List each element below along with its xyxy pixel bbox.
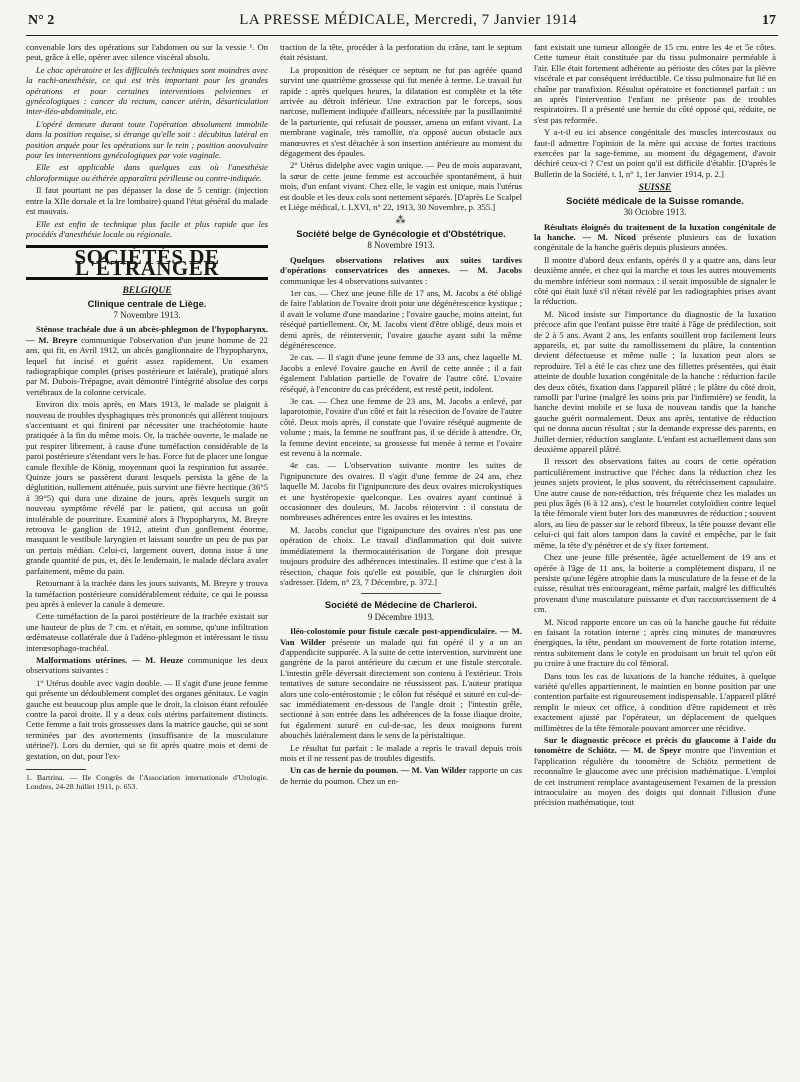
paragraph: 1° Utérus double avec vagin double. — Il s'agit d'une jeune femme qui présente un dédoublement complet des organes génitaux. Le vagin gauche est beaucoup plus ample que le droit, la cloison étant refoulée contre la paroi droite. Il y a deux cols utérins parfaitement distincts. Cette femme a fait trois grossesses dans la matrice gauche, qui se sont terminées par des avortements (insuffisance de la musculature utérine?). Lors du dernier, qui se fit après quatre mois et demi de gestation, on dut, pour l'ex-: [26, 677, 268, 761]
page-header: [26, 10, 778, 36]
article: [280, 255, 522, 286]
article: [280, 626, 522, 740]
paragraph: L'opéré demeure durant toute l'opération absolument immobile dans la position requise, si étrange qu'elle soit : décubitus latéral en position arquée pour les opérations sur le rein ; position anovulvaire pour les interventions gynécologiques par voie vaginale.: [26, 118, 268, 161]
footnote: 1. Bartrina. — IIe Congrès de l'Association internationale d'Urologie. Londres, 24-28 Juillet 1911, p. 653.: [26, 773, 268, 792]
article-title: Résultats éloignés du traitement de la luxation congénitale de la hanche. — M. Nicod: [534, 221, 776, 242]
session-date: 8 Novembre 1913.: [367, 240, 435, 251]
paragraph: 4e cas. — L'observation suivante montre les suites de l'ignipuncture des ovaires. Il s'agit d'une femme de 24 ans, chez laquelle M. Jacobs fit l'ignipuncture des deux ovaires microkystiques et une hystéropexie quelconque. Les ovaires ayant continué à occasionner des douleurs, M. Jacobs réintervint : il constata de nombreuses adhérences entre les ovaires et les intestins.: [280, 460, 522, 523]
paragraph: Y a-t-il eu ici absence congénitale des muscles intercostaux ou faut-il admettre l'opinion de la mère qui accuse de fortes tractions exercées par la sage-femme, au moment du dégagement, d'avoir déchiré ceux-ci ? C'est un point qu'il est difficile d'établir. [D'après le Bulletin de la Société, t. I, n° 1, 1er Janvier 1914, p. 2.]: [534, 127, 776, 179]
paragraph: M. Jacobs conclut que l'ignipuncture des ovaires n'est pas une opération de choix. Le travail d'inflammation qui doit suivre immédiatement la thermocautérisation de l'organe doit presque toujours produire des adhérences intestinales. Il estime que c'est à la résection, chaque fois qu'elle est possible, que le chirurgien doit s'adresser. [Idem, n° 23, 7 Décembre, p. 372.]: [280, 524, 522, 587]
paragraph: convenable lors des opérations sur l'abdomen ou sur la vessie ¹. On peut, grâce à elle, opérer avec silence viscéral absolu.: [26, 42, 268, 63]
article-title: Iléo-colostomie pour fistule cæcale post-appendiculaire. — M. Van Wilder: [280, 626, 522, 647]
paragraph: fant existait une tumeur allongée de 15 cm. entre les 4e et 5e côtes. Cette tumeur était constituée par du tissu pulmonaire perméable à l'air. Elle était fortement adhérente au périoste des côtes par la plèvre viscérale et par conséquent irréductible. Ce tissu pulmonaire fut lié en chaîne par transfixion. Résultat opératoire et fonctionnel parfait : un an après l'intervention l'enfant ne présente pas de troubles respiratoires. Il a présenté une hernie du côté opposé qui, réduite, ne s'est pas reformée.: [534, 42, 776, 125]
paragraph: Dans tous les cas de luxations de la hanche réduites, à quelque variété qu'elles appartiennent, le maintien en bonne position par une contention parfaite est rigoureusement indispensable. L'appareil plâtré remplit le mieux cet office, à condition d'être rapidement et très exactement ajusté par l'opérateur, un déplacement de quelques millimètres de la tête fémorale pouvant amorcer une récidive.: [534, 670, 776, 733]
page-number: 17: [762, 13, 776, 28]
paragraph: La proposition de réséquer ce septum ne fut pas agréée quand survint une quatrième grossesse qui fut menée à terme. Le travail fut rapide : après quelques heures, la dilatation est complète et la tête arrivée au détroit inférieur. Une extraction par le forceps, sous narcose, nullement indiquée d'ailleurs, nécessitée par la pusillanimité de la parturiente, qui refusait de pousser, amena un enfant vivant. La membrane vaginale, très ramollie, n'a opposé aucun obstacle aux manœuvres et s'est détachée à son insertion antérieure au moment du dégagement des épaules.: [280, 64, 522, 159]
society-heading: Société médicale de la Suisse romande.: [566, 194, 744, 206]
column-3: [534, 42, 776, 810]
section-banner: SOCIÉTÉS DE L'ÉTRANGER: [26, 245, 268, 280]
paragraph: Retournant à la trachée dans les jours suivants, M. Breyre y trouva la tuméfaction postérieure considérablement réduite, ce qui le poussa peu après à enlever la canule à demeure.: [26, 578, 268, 609]
society-heading: Société de Médecine de Charleroi.: [324, 599, 478, 611]
session-date: 7 Novembre 1913.: [113, 309, 181, 320]
paragraph: Environ dix mois après, en Mars 1913, le malade se plaignit à nouveau de troubles dysphagiques très prononcés qui allèrent toujours s'accentuant et qui finirent par nécessiter une trachéotomie haute pratiquée à la fin du même mois. Or, la trachée ouverte, le malade ne put respirer librement, à cause d'une tuméfaction considérable de la paroi postérieure s'étendant vers le bas. Force fut de placer une longue canule flexible de König, moyennant quoi la respiration fut assurée. Quinze jours se passèrent durant lesquels persista la gêne de la déglutition, nullement atténuée, puis survint une fièvre hectique (36°5 à 39°5) qui dura une dizaine de jours, après lesquels surgit un nouveau symptôme révélé par le patient, qui accusa un goût intolérable de pourriture. Examiné alors à l'hypopharynx, M. Breyre retrouva le ganglion de 1912, atteint d'un gonflement énorme, masquant le vestibule laryngien et laissant sourdre un peu de pus par un pertuis médian. Celui-ci, largement ouvert, donna issue à une grande quantité de pus, et, dès le lendemain, le malade déclara avaler parfaitement, même du pain.: [26, 399, 268, 576]
paragraph: M. Nicod insiste sur l'importance du diagnostic de la luxation précoce afin que l'enfant puisse être traité à l'âge de prédilection, soit de 2 à 5 ans. Avant 2 ans, les enfants souillent trop facilement leurs appareils, et, par suite du ramollissement du plâtre, la contention devient défectueuse et même nulle ; la luxation peut alors se reproduire. Tel a été le cas chez une des fillettes présentées, qui était atteinte de double luxation congénitale de la hanche : réduction facile des deux côtés, fixation dans l'appareil plâtré ; le plâtre du côté droit, ramolli par l'urine (malgré les soins pris par l'infirmière) se fendit, la hanche devint mobile et se luxa de nouveau tandis que la hanche gauche guérit normalement. Deux ans après, tentative de réduction qui ne donna aucun résultat ; sur la demande expresse des parents, en Juillet dernier, réduction sanglante. L'enfant est actuellement dans son deuxième appareil plâtré.: [534, 308, 776, 455]
asterism-separator: ⁂: [395, 214, 407, 226]
column-1: [26, 42, 268, 810]
paragraph: Il montre d'abord deux enfants, opérés il y a quatre ans, dans leur deuxième année, et chez qui la marche et tous les autres mouvements du membre inférieur sont normaux : il serait impossible de signaler le côté qui était luxé s'il n'était révélé par les radiographies prises avant la réduction.: [534, 254, 776, 307]
country-heading: BELGIQUE: [122, 286, 172, 297]
paragraph: M. Nicod rapporte encore un cas où la hanche gauche fut réduite en faisant la rotation interne ; après cinq minutes de manœuvres énergiques, la tête, pendant un mouvement de forte rotation interne, rentra subitement dans le cotyle en produisant un bruit tel qu'on eût pu croire à une fracture du col fémoral.: [534, 616, 776, 669]
article: [280, 765, 522, 786]
article-text: rapporte un cas de hernie du poumon. Chez un en-: [280, 765, 522, 786]
article-text: montre que l'invention et l'application régulière du tonomètre de Schiötz permettent de reconnaître le glaucome avec une précision mathématique. L'emploi de cet instrument remplace avantageusement l'examen de la pression intraoculaire au moyen des doigts qui donnait l'illusion d'une précision mathématique, tout: [534, 745, 776, 808]
paragraph: 3e cas. — Chez une femme de 23 ans, M. Jacobs a enlevé, par laparotomie, l'ovaire d'un côté et fait la résection de l'ovaire de l'autre côté. Deux mois après, il constate que l'ovaire réséqué augmente de volume ; mais, la femme ne souffrant pas, il se décide à attendre. Or, la femme devint enceinte, sa grossesse fut menée à terme et l'ovaire est revenu à la normale.: [280, 396, 522, 459]
society-heading: Clinique centrale de Liège.: [87, 297, 207, 309]
paragraph: Cette tuméfaction de la paroi postérieure de la trachée existait sur une hauteur de plus de 7 cm. et n'était, en somme, qu'une infiltration œdémateuse collatérale due à l'adéno-phlegmon et intéressant le tissu interœsophago-trachéal.: [26, 611, 268, 653]
section-divider: [361, 593, 441, 594]
article-title: Sur le diagnostic précoce et précis du glaucome à l'aide du tonomètre de Schiötz. — M. de Speyr: [534, 735, 776, 756]
paragraph: Elle est applicable dans quelques cas où l'anesthésie chloroformique ou éthérée apparaîtra périlleuse ou contre-indiquée.: [26, 162, 268, 183]
columns: [26, 42, 778, 810]
article: [26, 324, 268, 397]
issue-number: N° 2: [28, 13, 55, 28]
paragraph: 2e cas. — Il s'agit d'une jeune femme de 33 ans, chez laquelle M. Jacobs a enlevé l'ovaire gauche en Avril de cette année ; il a fait également l'ablation partielle de l'ovaire de l'autre côté. L'ovaire réséqué, à l'encontre du cas précédent, est resté petit, indolent.: [280, 352, 522, 394]
column-2: [280, 42, 522, 810]
country-heading: SUISSE: [638, 183, 672, 194]
article-text: communique l'observation d'un jeune homme de 22 ans, qui fit, en Avril 1912, un abcès ganglionnaire de l'hypopharynx, lequel fut incisé et guérit assez rapidement. Un examen radiographique complet (prises postérieure et latérale), pratiqué alors par M. Dubois-Trépagne, avait démontré l'intégrité absolue des corps vertébraux de la colonne cervicale.: [26, 334, 268, 397]
article-text: communique les 4 observations suivantes :: [280, 275, 428, 286]
paragraph: Le résultat fut parfait : le malade a repris le travail depuis trois mois et il ne ressent pas de troubles digestifs.: [280, 742, 522, 763]
article-title: Un cas de hernie du poumon. — M. Van Wilder: [290, 765, 467, 776]
paragraph: Elle est enfin de technique plus facile et plus rapide que les procédés d'anesthésie locale ou régionale.: [26, 218, 268, 239]
article-text: présente plusieurs cas de luxation congénitale de la hanche guéris depuis plusieurs années.: [534, 231, 777, 253]
paragraph: Le choc opératoire et les difficultés techniques sont moindres avec la rachi-anesthésie, ce qui est très important pour les grandes opérations et pour certaines interventions pelviennes et gynécologiques : cancer du rectum, cancer utérin, désarticulation inter-iléo-abdominale, etc.: [26, 64, 268, 117]
footnote-divider: [26, 769, 86, 770]
article: [534, 735, 776, 808]
session-date: 9 Décembre 1913.: [367, 611, 435, 622]
paragraph: Il faut pourtant ne pas dépasser la dose de 5 centigr. (injection entre la XIIe dorsale et la Ire lombaire) quand l'état général du malade est mauvais.: [26, 185, 268, 217]
paragraph: traction de la tête, procéder à la perforation du crâne, tant le septum était résistant.: [280, 42, 522, 63]
article-title: Quelques observations relatives aux suites tardives d'opérations conservatrices des annexes. — M. Jacobs: [280, 254, 522, 276]
paragraph: Chez une jeune fille présentée, âgée actuellement de 19 ans et opérée à l'âge de 11 ans, la boiterie a complètement disparu, il ne persiste qu'une légère atrophie dans la musculature de la fesse et de la cuisse, résultat très encourageant, même parfait, malgré les difficultés provenant d'une musculature puissante et d'un raccourcissement de 4 cm.: [534, 552, 776, 615]
article-text: communique les deux observations suivantes :: [26, 654, 268, 676]
article: [534, 222, 776, 253]
article-text: présente un malade qui fut opéré il y a un an d'appendicite suppurée. A la suite de cette intervention, survinrent une gangrène de la paroi antérieure du cæcum et une fistule stercorale. L'intestin grêle déversait directement son contenu à l'extérieur. Trois tentatives de suture secondaire ne réussissent pas. L'auteur pratiqua alors une colo-entérostomie ; le côlon fut réséqué et suturé en cul-de-sac immédiatement en-dessous de l'angle droit ; l'intestin grêle, sectionné à son entrée dans les adhérences de la fosse iliaque droite, fut également suturé en cul-de-sac, les deux moignons furent abouchés latéralement dans le sens de la péristaltique.: [280, 636, 522, 741]
journal-title: LA PRESSE MÉDICALE, Mercredi, 7 Janvier 1914: [239, 12, 578, 28]
society-heading: Société belge de Gynécologie et d'Obstétrique.: [296, 227, 506, 239]
paragraph: 2° Utérus didelphe avec vagin unique. — Peu de mois auparavant, la sœur de cette jeune femme est accouchée spontanément, à huit mois, d'un enfant vivant. Chez elle, le vagin est unique, mais l'utérus est double et les deux cols sont nettement séparés. [D'après Le Scalpel et Liège médical, t. LXVI, n° 22, 1913, 30 Novembre, p. 355.]: [280, 160, 522, 213]
session-date: 30 Octobre 1913.: [623, 207, 687, 218]
paragraph: 1er cas. — Chez une jeune fille de 17 ans, M. Jacobs a été obligé de faire l'ablation de l'ovaire droit pour une dégénérescence kystique ; il avait le volume d'une mandarine ; l'ovaire gauche, moins atteint, fut réséqué partiellement. Or, M. Jacobs vient d'être obligé, deux mois et demi après, de réintervenir, l'ovaire gauche ayant subi la même dégénérescence.: [280, 287, 522, 350]
article-title: Malformations utérines. — M. Heuze: [36, 654, 183, 665]
article-title: Sténose trachéale due à un abcès-phlegmon de l'hypopharynx. — M. Breyre: [26, 324, 268, 345]
article: [26, 655, 268, 676]
paragraph: Il ressort des observations faites au cours de cette opération particulièrement instructive que l'échec dans la réduction chez les jeunes sujets provient, le plus souvent, du rétrécissement capsulaire. Une autre cause de non-réduction, très fréquente chez les malades un peu plus âgés (6 à 12 ans), c'est le bourrelet cotyloïdien contre lequel la tête fémorale vient buter lors des manœuvres de réduction ; souvent alors, au lieu de passer sur le rebord fibreux, la tête pousse devant elle celui-ci qui fait alors tampon dans la cavité et empêche, par le fait même, la tête d'y pénétrer et de s'y fixer fortement.: [534, 456, 776, 550]
